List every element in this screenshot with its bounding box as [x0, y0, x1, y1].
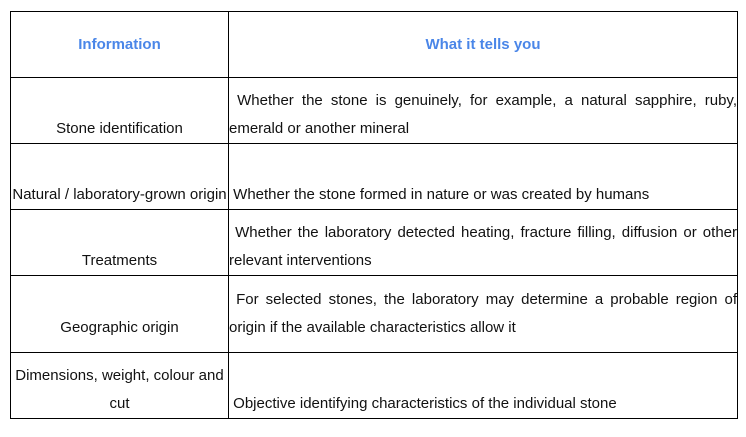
row-information-cell: Geographic origin [11, 276, 229, 353]
row-information-cell: Stone identification [11, 78, 229, 144]
table-row [11, 78, 738, 144]
column-header-information: Information [11, 12, 229, 78]
table-row [11, 144, 738, 210]
row-information-cell: Dimensions, weight, colour and cut [11, 353, 229, 419]
row-description-cell: Objective identifying characteristics of the individual stone [229, 353, 738, 419]
gemstone-report-table [10, 11, 742, 419]
table-header-row [11, 12, 738, 78]
column-header-what-it-tells-you: What it tells you [229, 12, 738, 78]
row-description-cell: Whether the stone is genuinely, for example, a natural sapphire, ruby, emerald or another mineral [229, 78, 738, 144]
row-description-cell: Whether the stone formed in nature or was created by humans [229, 144, 738, 210]
table-row [11, 276, 738, 353]
row-information-cell: Natural / laboratory-grown origin [11, 144, 229, 210]
row-description-cell: Whether the laboratory detected heating, fracture filling, diffusion or other relevant interventions [229, 210, 738, 276]
table-row [11, 210, 738, 276]
table-row [11, 353, 738, 419]
row-information-cell: Treatments [11, 210, 229, 276]
row-description-cell: For selected stones, the laboratory may determine a probable region of origin if the available characteristics allow it [229, 276, 738, 353]
